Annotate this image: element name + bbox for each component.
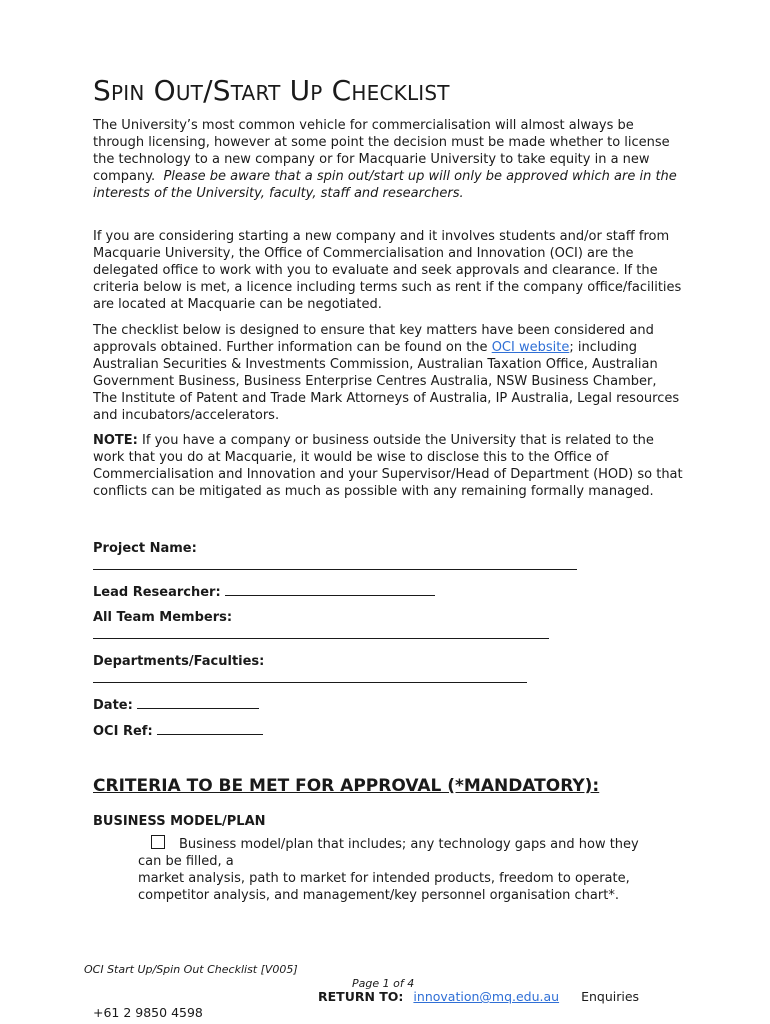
oci-ref-line[interactable] [157, 722, 263, 735]
date-line[interactable] [137, 696, 259, 709]
date-field[interactable] [93, 696, 683, 714]
departments-line[interactable] [93, 670, 527, 683]
enquiries-label: Enquiries [581, 989, 640, 1004]
footer-phone: +61 2 9850 4598 [93, 1005, 203, 1020]
checklist-paragraph [93, 323, 683, 424]
team-members-field[interactable] [93, 609, 683, 644]
oci-paragraph: If you are considering starting a new company and it involves students and/or staff from Macquarie University, the Office of Commercialisation and Innovation (OCI) are the delegated office to work with you to evaluate and seek approvals and clearance. If the criteria below is met, a licence including terms such as rent if the company office/facilities are located at Macquarie can be negotiated. [93, 229, 682, 312]
business-model-check-item [138, 835, 658, 904]
departments-label: Departments/Faculties: [93, 654, 265, 669]
team-members-line[interactable] [93, 626, 549, 639]
note-paragraph [93, 433, 683, 501]
business-model-checkbox[interactable] [151, 835, 165, 849]
return-label: RETURN TO: [318, 989, 404, 1004]
departments-field[interactable] [93, 653, 683, 688]
project-name-line[interactable] [93, 557, 577, 570]
date-label: Date: [93, 698, 133, 713]
team-members-label: All Team Members: [93, 610, 233, 625]
lead-researcher-field[interactable] [93, 583, 683, 601]
project-name-label: Project Name: [93, 541, 197, 556]
business-model-text-line1: Business model/plan that includes; any technology gaps and how they can be filled, a [138, 837, 639, 869]
oci-website-link[interactable]: OCI website [491, 339, 570, 355]
document-title: Spin Out/Start Up Checklist [93, 74, 450, 107]
business-model-text-line2: market analysis, path to market for intended products, freedom to operate, competitor analysis, and management/key personnel organisation chart*. [138, 871, 630, 903]
footer-return-line [318, 989, 639, 1004]
criteria-heading: CRITERIA TO BE MET FOR APPROVAL (*MANDATORY): [93, 776, 600, 796]
footer-doc-ref: OCI Start Up/Spin Out Checklist [V005] [84, 963, 298, 976]
intro-paragraph [93, 118, 683, 203]
oci-ref-label: OCI Ref: [93, 724, 153, 739]
business-model-heading: BUSINESS MODEL/PLAN [93, 814, 266, 829]
note-label: NOTE: [93, 433, 138, 448]
note-text: If you have a company or business outside the University that is related to the work that you do at Macquarie, it would be wise to disclose this to the Office of Commercialisation and Innovation and your Supervisor/Head of Department (HOD) so that conflicts can be mitigated as much as possible with any remaining formally managed. [93, 433, 683, 499]
checklist-text: The checklist below is designed to ensure that key matters have been considered and approvals obtained. Further information can be found on the [93, 323, 654, 355]
intro-italic-text: Please be aware that a spin out/start up will only be approved which are in the interests of the University, faculty, staff and researchers. [93, 168, 677, 201]
intro-text: The University’s most common vehicle for commercialisation will almost always be through licensing, however at some point the decision must be made whether to license the technology to a new company or for Macquarie University to take equity in a new company. [93, 118, 670, 184]
lead-researcher-line[interactable] [225, 583, 435, 596]
project-name-field[interactable] [93, 540, 683, 575]
lead-researcher-label: Lead Researcher: [93, 585, 221, 600]
email-link[interactable]: innovation@mq.edu.au [413, 989, 560, 1004]
oci-ref-field[interactable] [93, 722, 683, 740]
checklist-resources-text: ; including Australian Securities & Investments Commission, Australian Taxation Office, Australian Government Business, Business Enterprise Centres Australia, NSW Business Chamber, The Institute of Patent and Trade Mark Attorneys of Australia, IP Australia, Legal resources and incubators/accelerators. [93, 339, 680, 423]
footer-page-number: Page 1 of 4 [352, 977, 415, 990]
